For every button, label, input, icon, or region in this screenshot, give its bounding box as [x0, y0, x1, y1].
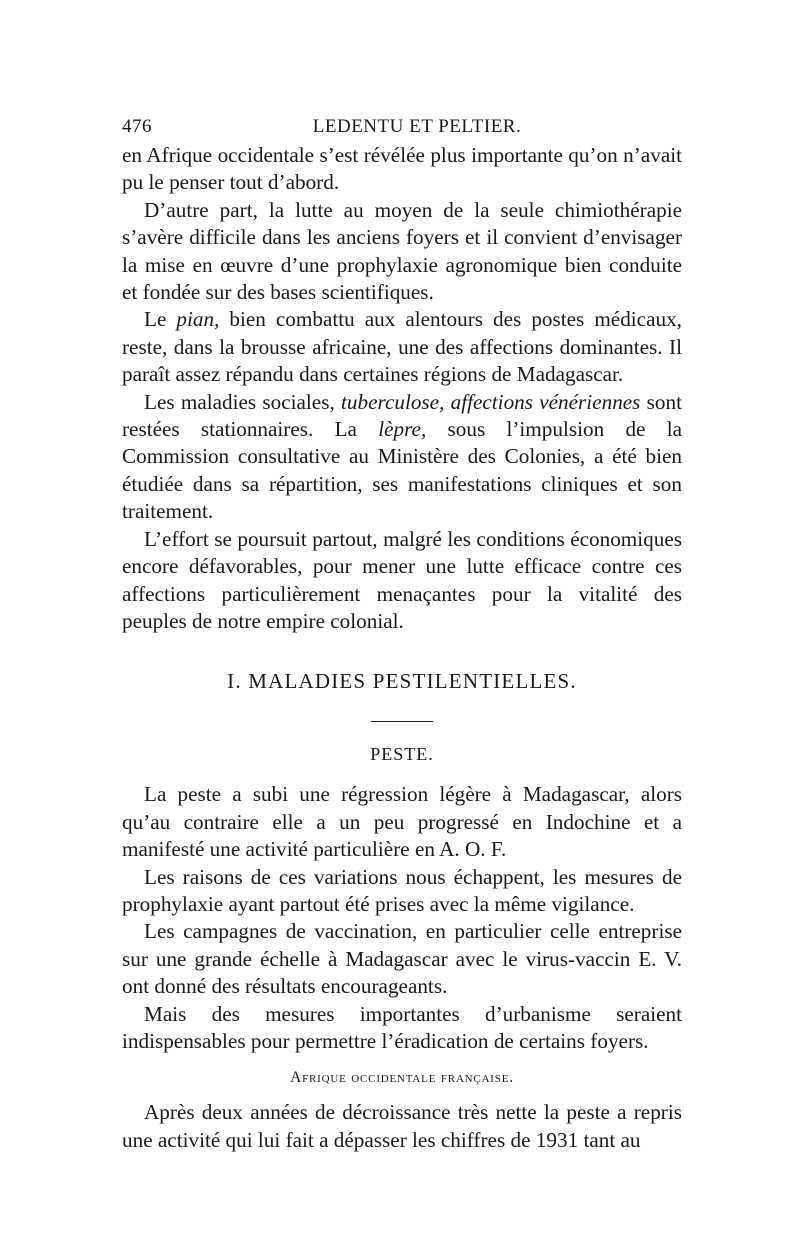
social-diseases-term: tuberculose, affections vénériennes: [341, 389, 641, 414]
paragraph-continued: en Afrique occidentale s’est révélée plus importante qu’on n’avait pu le penser tout d’abord.: [122, 143, 682, 195]
lepre-term: lèpre,: [378, 417, 427, 442]
section-heading: I. MALADIES PESTILENTIELLES.: [227, 669, 577, 694]
paragraph-social-diseases: [122, 389, 682, 526]
paragraph-urbanism: Mais des mesures importantes d’urbanisme seraient indispensables pour permettre l’éradication de certains foyers.: [122, 1001, 682, 1053]
paragraph-effort: L’effort se poursuit partout, malgré les conditions économiques encore défavorables, pour mener une lutte efficace contre ces affections particulièrement menaçantes pour la vitalité des peuples de notre empire colonial.: [122, 526, 682, 633]
social-text-before: Les maladies sociales,: [144, 389, 342, 414]
paragraph-chemotherapy: D’autre part, la lutte au moyen de la seule chimiothérapie s’avère difficile dans les anciens foyers et il convient d’envisager la mise en œuvre d’une prophylaxie agronomique bien conduite et fondée sur des bases scientifiques.: [122, 197, 682, 305]
social-text-middle: sont restées stationnaires. La: [122, 389, 683, 442]
paragraph-plague-regression: La peste a subi une régression légère à Madagascar, alors qu’au contraire elle a un peu progressé en Indochine et a manifesté une activité particulière en A. O. F.: [122, 782, 682, 862]
running-head: [122, 112, 682, 142]
book-page: [122, 112, 682, 1154]
section-divider: [371, 721, 433, 722]
running-title: LEDENTU ET PELTIER.: [312, 116, 522, 137]
pian-text-after: bien combattu aux alentours des postes médicaux, reste, dans la brousse africaine, une des affections dominantes. Il paraît assez répandu dans certaines régions de Madagascar.: [122, 307, 682, 387]
pian-text-before: Le: [144, 307, 177, 332]
page-number: 476: [122, 116, 152, 137]
pian-term: pian,: [176, 307, 220, 332]
paragraph-aof-plague: Après deux années de décroissance très nette la peste a repris une activité qui lui fait a dépasser les chiffres de 1931 tant au: [122, 1100, 682, 1152]
region-heading: Afrique occidentale française.: [290, 1069, 514, 1087]
paragraph-vaccination: Les campagnes de vaccination, en particulier celle entreprise sur une grande échelle à Madagascar avec le virus-vaccin E. V. ont donné des résultats encourageants.: [122, 919, 682, 999]
social-text-after: sous l’impulsion de la Commission consultative au Ministère des Colonies, a été bien étudiée dans sa répartition, ses manifestations cliniques et son traitement.: [122, 417, 683, 524]
paragraph-plague-reasons: Les raisons de ces variations nous échappent, les mesures de prophylaxie ayant partout été prises avec la même vigilance.: [122, 864, 682, 916]
subsection-heading: PESTE.: [370, 744, 434, 765]
paragraph-pian: [122, 306, 682, 388]
